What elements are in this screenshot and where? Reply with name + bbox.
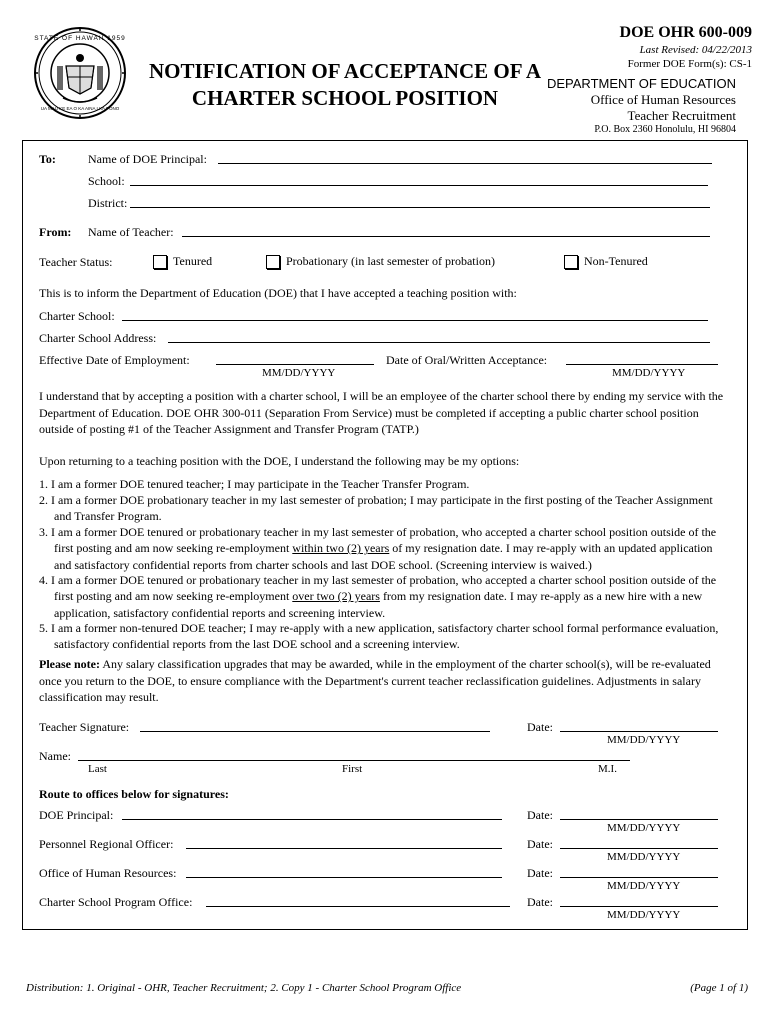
principal-label: Name of DOE Principal: (88, 152, 207, 166)
please-note: Please note: Any salary classification upgrades that may be awarded, while in the employment of the charter school(s), will be re-evaluated once you return to the DOE, to ensure compliance with the Department's current teacher reclassification guidelines. Adjustments in salary classification may result. (39, 657, 711, 704)
status-tenured[interactable] (153, 254, 212, 269)
tenured-label: Tenured (173, 254, 213, 268)
non-tenured-checkbox[interactable] (564, 255, 578, 269)
route-regional-field[interactable] (186, 848, 502, 849)
charter-address-field[interactable] (168, 342, 710, 343)
distribution-footer: Distribution: 1. Original - OHR, Teacher Recruitment; 2. Copy 1 - Charter School Program Office (26, 982, 462, 994)
former-forms: Former DOE Form(s): CS-1 (627, 58, 752, 70)
unit: Teacher Recruitment (627, 108, 736, 123)
route-ohr-date-format: MM/DD/YYYY (607, 880, 681, 892)
status-label: Teacher Status: (39, 255, 113, 269)
name-field[interactable] (78, 760, 630, 761)
option-4: 4. I am a former DOE tenured or probationary teacher in my last semester of probation, who accepted a charter school position outside of the first posting and am now seeking re-employment over two (2) years from my resignation date. I may re-apply as a new hire with a new application, satisfactory confidential reports and screening interview. (39, 573, 717, 620)
district-field[interactable] (130, 207, 710, 208)
first-name-caption: First (342, 763, 363, 775)
route-ohr-date-field[interactable] (560, 877, 718, 878)
teacher-signature-label: Teacher Signature: (39, 720, 130, 734)
mi-caption: M.I. (598, 763, 617, 775)
route-charter-field[interactable] (206, 906, 510, 907)
principal-field[interactable] (218, 163, 712, 164)
option-1: 1. I am a former DOE tenured teacher; I may participate in the Teacher Transfer Program. (39, 477, 470, 491)
effective-date-field[interactable] (216, 364, 374, 365)
route-principal-field[interactable] (122, 819, 502, 820)
title-line-2: CHARTER SCHOOL POSITION (191, 86, 499, 110)
route-ohr-field[interactable] (186, 877, 502, 878)
name-label: Name: (39, 749, 71, 763)
school-field[interactable] (130, 185, 708, 186)
route-principal-date-field[interactable] (560, 819, 718, 820)
route-regional-date-format: MM/DD/YYYY (607, 851, 681, 863)
from-label: From: (39, 225, 72, 239)
route-regional-label: Personnel Regional Officer: (39, 837, 174, 851)
signature-date-format: MM/DD/YYYY (607, 734, 681, 746)
returning-paragraph: Upon returning to a teaching position with the DOE, I understand the following may be my options: (39, 454, 520, 468)
charter-school-field[interactable] (122, 320, 708, 321)
route-ohr-date-label: Date: (527, 866, 553, 880)
page-number: (Page 1 of 1) (690, 982, 748, 994)
probationary-checkbox[interactable] (266, 255, 280, 269)
route-regional-date-label: Date: (527, 837, 553, 851)
status-probationary[interactable] (266, 254, 495, 269)
school-label: School: (88, 174, 125, 188)
inform-text: This is to inform the Department of Education (DOE) that I have accepted a teaching position with: (39, 286, 517, 300)
seal-motto: UA MAU KE EA O KA AINA I KA PONO (40, 106, 120, 111)
signature-date-label: Date: (527, 720, 553, 734)
route-charter-label: Charter School Program Office: (39, 895, 193, 909)
charter-address-label: Charter School Address: (39, 331, 157, 345)
route-principal-date-label: Date: (527, 808, 553, 822)
route-regional-date-field[interactable] (560, 848, 718, 849)
last-name-caption: Last (88, 763, 107, 775)
option-2: 2. I am a former DOE probationary teacher in my last semester of probation; I may participate in the first posting of the Teacher Assignment and Transfer Program. (39, 493, 713, 524)
option-5: 5. I am a former non-tenured DOE teacher; I may re-apply with a new application, satisfactory charter school formal performance evaluation, satisfactory confidential reports from the last DOE school and a screening interview. (39, 621, 719, 652)
acceptance-date-field[interactable] (566, 364, 718, 365)
status-non-tenured[interactable] (564, 254, 648, 269)
acceptance-date-format: MM/DD/YYYY (612, 367, 686, 379)
route-charter-date-label: Date: (527, 895, 553, 909)
tenured-checkbox[interactable] (153, 255, 167, 269)
signature-date-field[interactable] (560, 731, 718, 732)
state-seal (33, 26, 127, 120)
route-principal-label: DOE Principal: (39, 808, 114, 822)
option-3: 3. I am a former DOE tenured or probationary teacher in my last semester of probation, who accepted a charter school position outside of the first posting and am now seeking re-employment within two (2) years of my resignation date. I may re-apply with an updated application and satisfactory confidential reports from charter schools and last DOE school. (Screening interview is waived.) (39, 525, 717, 572)
teacher-name-label: Name of Teacher: (88, 225, 174, 239)
non-tenured-label: Non-Tenured (584, 254, 648, 268)
understand-paragraph: I understand that by accepting a position with a charter school, I will be an employee of the charter school there by ending my service with the Department of Education. DOE OHR 300-011 (Separation From Service) must be completed if accepting a public charter school position outside of posting #1 of the Teacher Assignment and Transfer Program (TATP.) (39, 389, 724, 436)
teacher-signature-field[interactable] (140, 731, 490, 732)
route-charter-date-field[interactable] (560, 906, 718, 907)
effective-date-label: Effective Date of Employment: (39, 353, 190, 367)
department: DEPARTMENT OF EDUCATION (547, 76, 736, 91)
district-label: District: (88, 196, 128, 210)
address: P.O. Box 2360 Honolulu, HI 96804 (594, 124, 736, 135)
form-title (135, 58, 555, 112)
acceptance-date-label: Date of Oral/Written Acceptance: (386, 353, 548, 367)
form-number: DOE OHR 600-009 (619, 24, 752, 41)
office: Office of Human Resources (590, 92, 736, 107)
teacher-name-field[interactable] (182, 236, 710, 237)
to-label: To: (39, 152, 56, 166)
route-principal-date-format: MM/DD/YYYY (607, 822, 681, 834)
title-line-1: NOTIFICATION OF ACCEPTANCE OF A (148, 59, 542, 83)
probationary-label: Probationary (in last semester of probation) (286, 254, 495, 268)
route-heading: Route to offices below for signatures: (39, 787, 229, 801)
last-revised: Last Revised: 04/22/2013 (639, 44, 752, 56)
route-charter-date-format: MM/DD/YYYY (607, 909, 681, 921)
effective-date-format: MM/DD/YYYY (262, 367, 336, 379)
seal-text: STATE OF HAWAII 1959 (34, 35, 126, 42)
route-ohr-label: Office of Human Resources: (39, 866, 177, 880)
charter-school-label: Charter School: (39, 309, 115, 323)
